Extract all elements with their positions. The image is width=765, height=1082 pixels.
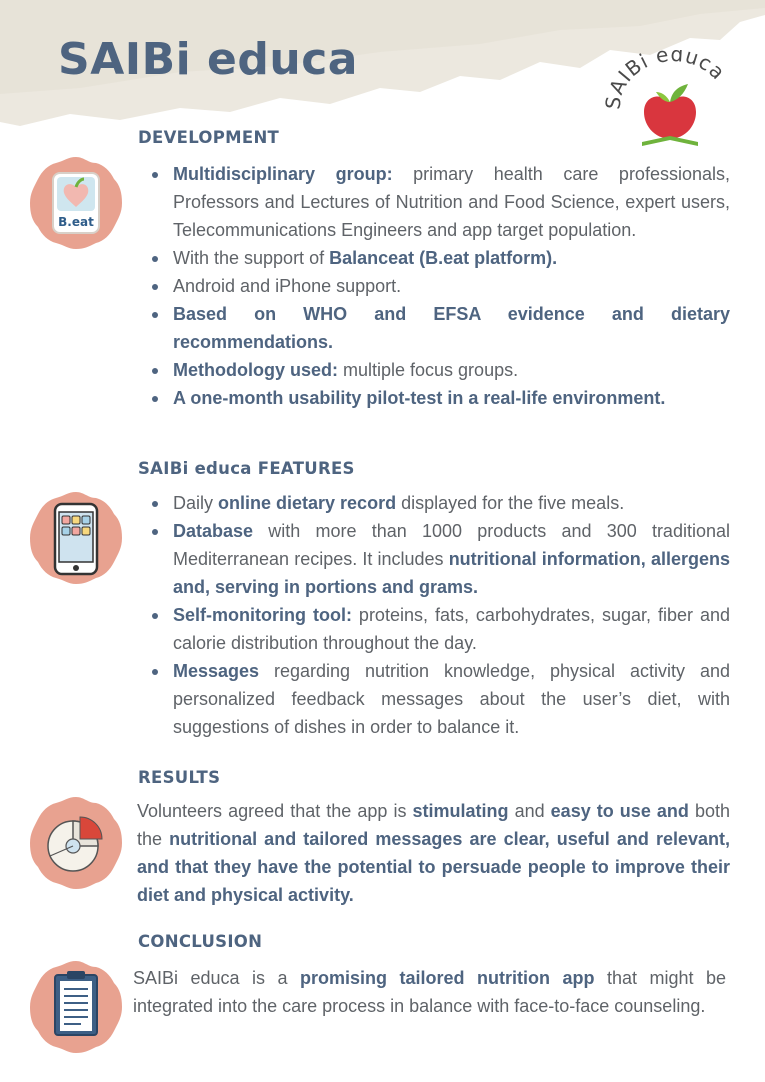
features-list <box>150 489 730 741</box>
development-list <box>150 160 730 412</box>
development-heading: DEVELOPMENT <box>138 128 280 147</box>
list-item: Based on WHO and EFSA evidence and dietary recommendations. <box>150 300 730 356</box>
pie-chart-icon <box>26 793 126 893</box>
list-item: Self-monitoring tool: proteins, fats, carbohydrates, sugar, fiber and calorie distribution throughout the day. <box>150 601 730 657</box>
saibi-educa-logo <box>600 50 740 150</box>
logo-text: SAIBi educa <box>600 50 731 111</box>
beat-icon-label: B.eat <box>58 215 94 229</box>
list-item: Daily online dietary record displayed for the five meals. <box>150 489 730 517</box>
clipboard-icon <box>26 957 126 1057</box>
results-heading: RESULTS <box>138 768 221 787</box>
conclusion-badge <box>26 957 126 1057</box>
list-item: Methodology used: multiple focus groups. <box>150 356 730 384</box>
page-title: SAIBi educa <box>58 34 358 85</box>
list-item: A one-month usability pilot-test in a real-life environment. <box>150 384 730 412</box>
results-badge <box>26 793 126 893</box>
smartphone-icon <box>26 488 126 588</box>
features-heading: SAIBi educa FEATURES <box>138 459 355 478</box>
features-badge <box>26 488 126 588</box>
list-item: Android and iPhone support. <box>150 272 730 300</box>
list-item: Messages regarding nutrition knowledge, physical activity and personalized feedback messages about the user’s diet, with suggestions of dishes in order to balance it. <box>150 657 730 741</box>
list-item: Database with more than 1000 products and 300 traditional Mediterranean recipes. It includes nutritional information, allergens and, serving in portions and grams. <box>150 517 730 601</box>
conclusion-heading: CONCLUSION <box>138 932 263 951</box>
results-paragraph: Volunteers agreed that the app is stimulating and easy to use and both the nutritional and tailored messages are clear, useful and relevant, and that they have the potential to persuade people to improve their diet and physical activity. <box>137 801 730 905</box>
apple-book-icon <box>642 84 698 146</box>
development-badge <box>26 153 126 253</box>
conclusion-paragraph: SAIBi educa is a promising tailored nutrition app that might be integrated into the care process in balance with face-to-face counseling. <box>133 968 726 1016</box>
list-item: With the support of Balanceat (B.eat platform). <box>150 244 730 272</box>
list-item: Multidisciplinary group: primary health care professionals, Professors and Lectures of Nutrition and Food Science, expert users, Telecommunications Engineers and app target population. <box>150 160 730 244</box>
beat-app-icon <box>26 153 126 253</box>
